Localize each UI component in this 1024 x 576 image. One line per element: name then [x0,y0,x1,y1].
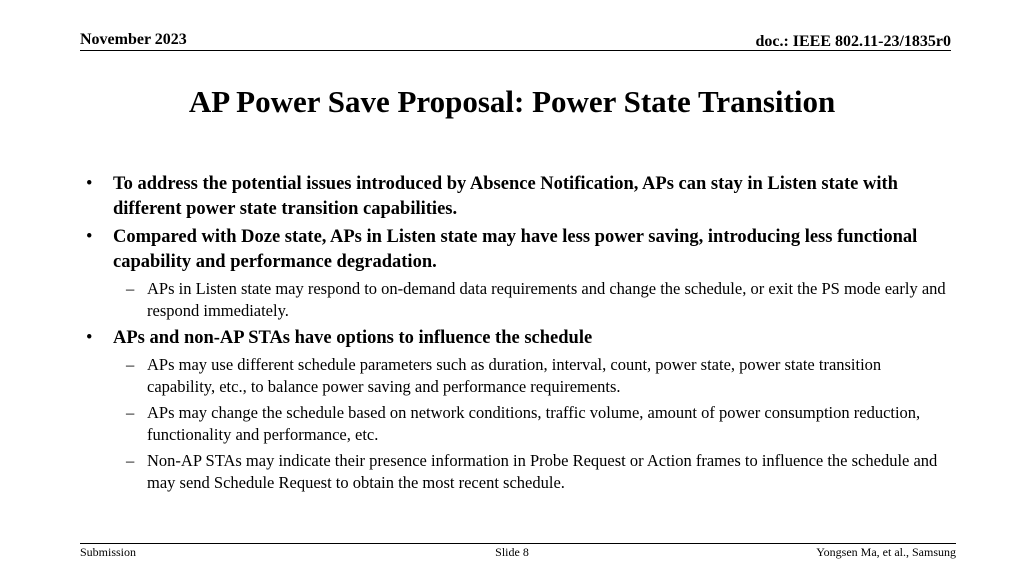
bullet-text: APs and non-AP STAs have options to influence the schedule [113,328,593,348]
footer-rule [80,543,956,544]
slide-body [80,172,950,498]
bullet-marker: • [86,328,93,348]
footer-authors: Yongsen Ma, et al., Samsung [816,545,956,559]
bullet-text: To address the potential issues introduced by Absence Notification, APs can stay in Listen state with different power state transition capabilities. [113,174,898,219]
sub-bullet-text: APs in Listen state may respond to on-demand data requirements and change the schedule, or exit the PS mode early and respond immediately. [147,279,946,320]
sub-bullet-2-1 [80,278,950,322]
header-doc-id: doc.: IEEE 802.11-23/1835r0 [755,33,951,50]
footer-submission: Submission [80,545,137,559]
sub-bullet-marker: – [126,279,135,298]
footer-slide-number: Slide 8 [495,545,529,559]
bullet-marker: • [86,174,93,194]
sub-bullet-text: APs may change the schedule based on network conditions, traffic volume, amount of power consumption reduction, functionality and performance, etc. [147,403,921,444]
bullet-3 [80,326,950,351]
bullet-2 [80,225,950,275]
bullet-marker: • [86,227,93,247]
sub-bullet-3-1 [80,354,950,398]
bullet-1 [80,172,950,222]
sub-bullet-marker: – [126,355,135,374]
header-date: November 2023 [80,31,187,48]
sub-bullet-marker: – [126,451,135,470]
sub-bullet-3-2 [80,402,950,446]
sub-bullet-marker: – [126,403,135,422]
header-rule [80,50,951,51]
sub-bullet-3-3 [80,450,950,494]
slide-title: AP Power Save Proposal: Power State Transition [188,84,836,119]
sub-bullet-text: APs may use different schedule parameters such as duration, interval, count, power state, power state transition capability, etc., to balance power saving and performance requirements. [147,355,882,396]
sub-bullet-text: Non-AP STAs may indicate their presence information in Probe Request or Action frames to influence the schedule and may send Schedule Request to obtain the most recent schedule. [147,451,938,492]
bullet-text: Compared with Doze state, APs in Listen state may have less power saving, introducing less functional capability and performance degradation. [113,227,918,272]
